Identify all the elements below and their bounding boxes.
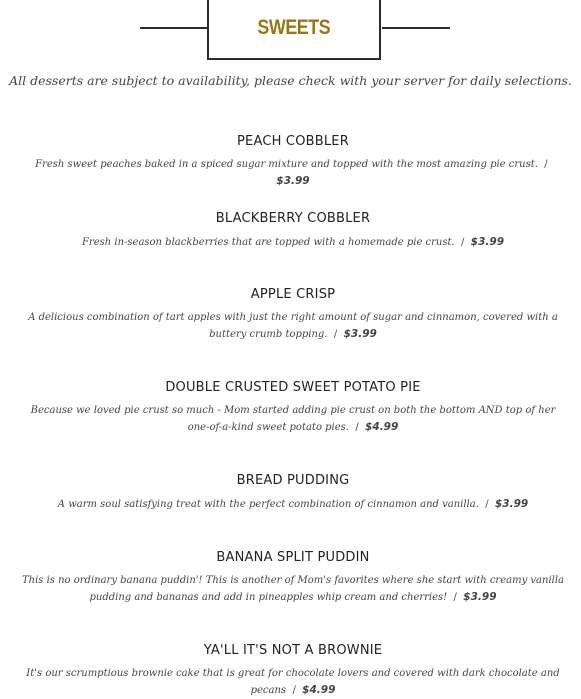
item-price: $3.99 (276, 175, 310, 187)
price-separator: / (544, 159, 548, 170)
item-price: $3.99 (463, 591, 497, 603)
item-name: DOUBLE CRUSTED SWEET POTATO PIE (165, 380, 421, 395)
menu-item (20, 377, 566, 470)
item-name: BLACKBERRY COBBLER (215, 211, 371, 226)
item-price: $4.99 (302, 684, 336, 696)
price-separator: / (333, 329, 338, 340)
item-description-text: A warm soul satisfying treat with the perfect combination of cinnamon and vanilla. (57, 499, 479, 510)
price-separator: / (461, 237, 465, 248)
item-description (20, 157, 566, 190)
item-price: $3.99 (470, 236, 504, 248)
item-description (20, 496, 566, 513)
item-description (20, 234, 566, 251)
item-description (20, 403, 566, 436)
item-description-text: Because we loved pie crust so much - Mom started adding pie crust on both the bottom AND top of her one-of-a-kind sweet potato pies. (30, 405, 556, 433)
price-separator: / (485, 499, 489, 510)
item-description-text: Fresh in-season blackberries that are topped with a homemade pie crust. (81, 237, 455, 248)
menu-item (20, 284, 566, 377)
header-rule-right (382, 27, 450, 29)
section-header (0, 0, 581, 62)
menu-item (20, 131, 566, 208)
item-name: BREAD PUDDING (236, 473, 350, 488)
menu-item (20, 208, 566, 284)
item-description-text: Fresh sweet peaches baked in a spiced sugar mixture and topped with the most amazing pie crust. (35, 159, 538, 170)
price-separator: / (355, 422, 359, 433)
section-title: SWEETS (257, 16, 331, 39)
price-separator: / (292, 685, 296, 696)
item-description (20, 573, 566, 606)
menu-item (20, 470, 566, 547)
section-title-box (207, 0, 381, 60)
item-price: $3.99 (343, 328, 377, 340)
dessert-menu (20, 131, 566, 699)
item-description (20, 310, 566, 343)
item-name: APPLE CRISP (250, 287, 336, 302)
availability-note: All desserts are subject to availability, please check with your server for daily selections. (9, 73, 572, 88)
item-description-text: A delicious combination of tart apples with just the right amount of sugar and cinnamon, covered with a buttery crumb topping. (28, 312, 558, 340)
item-name: BANANA SPLIT PUDDIN (216, 550, 370, 565)
item-name: PEACH COBBLER (237, 134, 349, 149)
item-description (20, 666, 566, 699)
item-description-text: This is no ordinary banana puddin'! This is another of Mom's favorites where she start with creamy vanilla pudding and bananas and add in pineapples whip cream and cherries! (21, 575, 565, 603)
item-name: YA'LL IT'S NOT A BROWNIE (203, 643, 383, 658)
menu-item (20, 640, 566, 699)
item-price: $4.99 (365, 421, 399, 433)
price-separator: / (453, 592, 457, 603)
header-rule-left (140, 27, 208, 29)
menu-item (20, 547, 566, 640)
item-price: $3.99 (494, 498, 529, 510)
item-description-text: It's our scrumptious brownie cake that is great for chocolate lovers and covered with dark chocolate and pecans (26, 668, 560, 696)
